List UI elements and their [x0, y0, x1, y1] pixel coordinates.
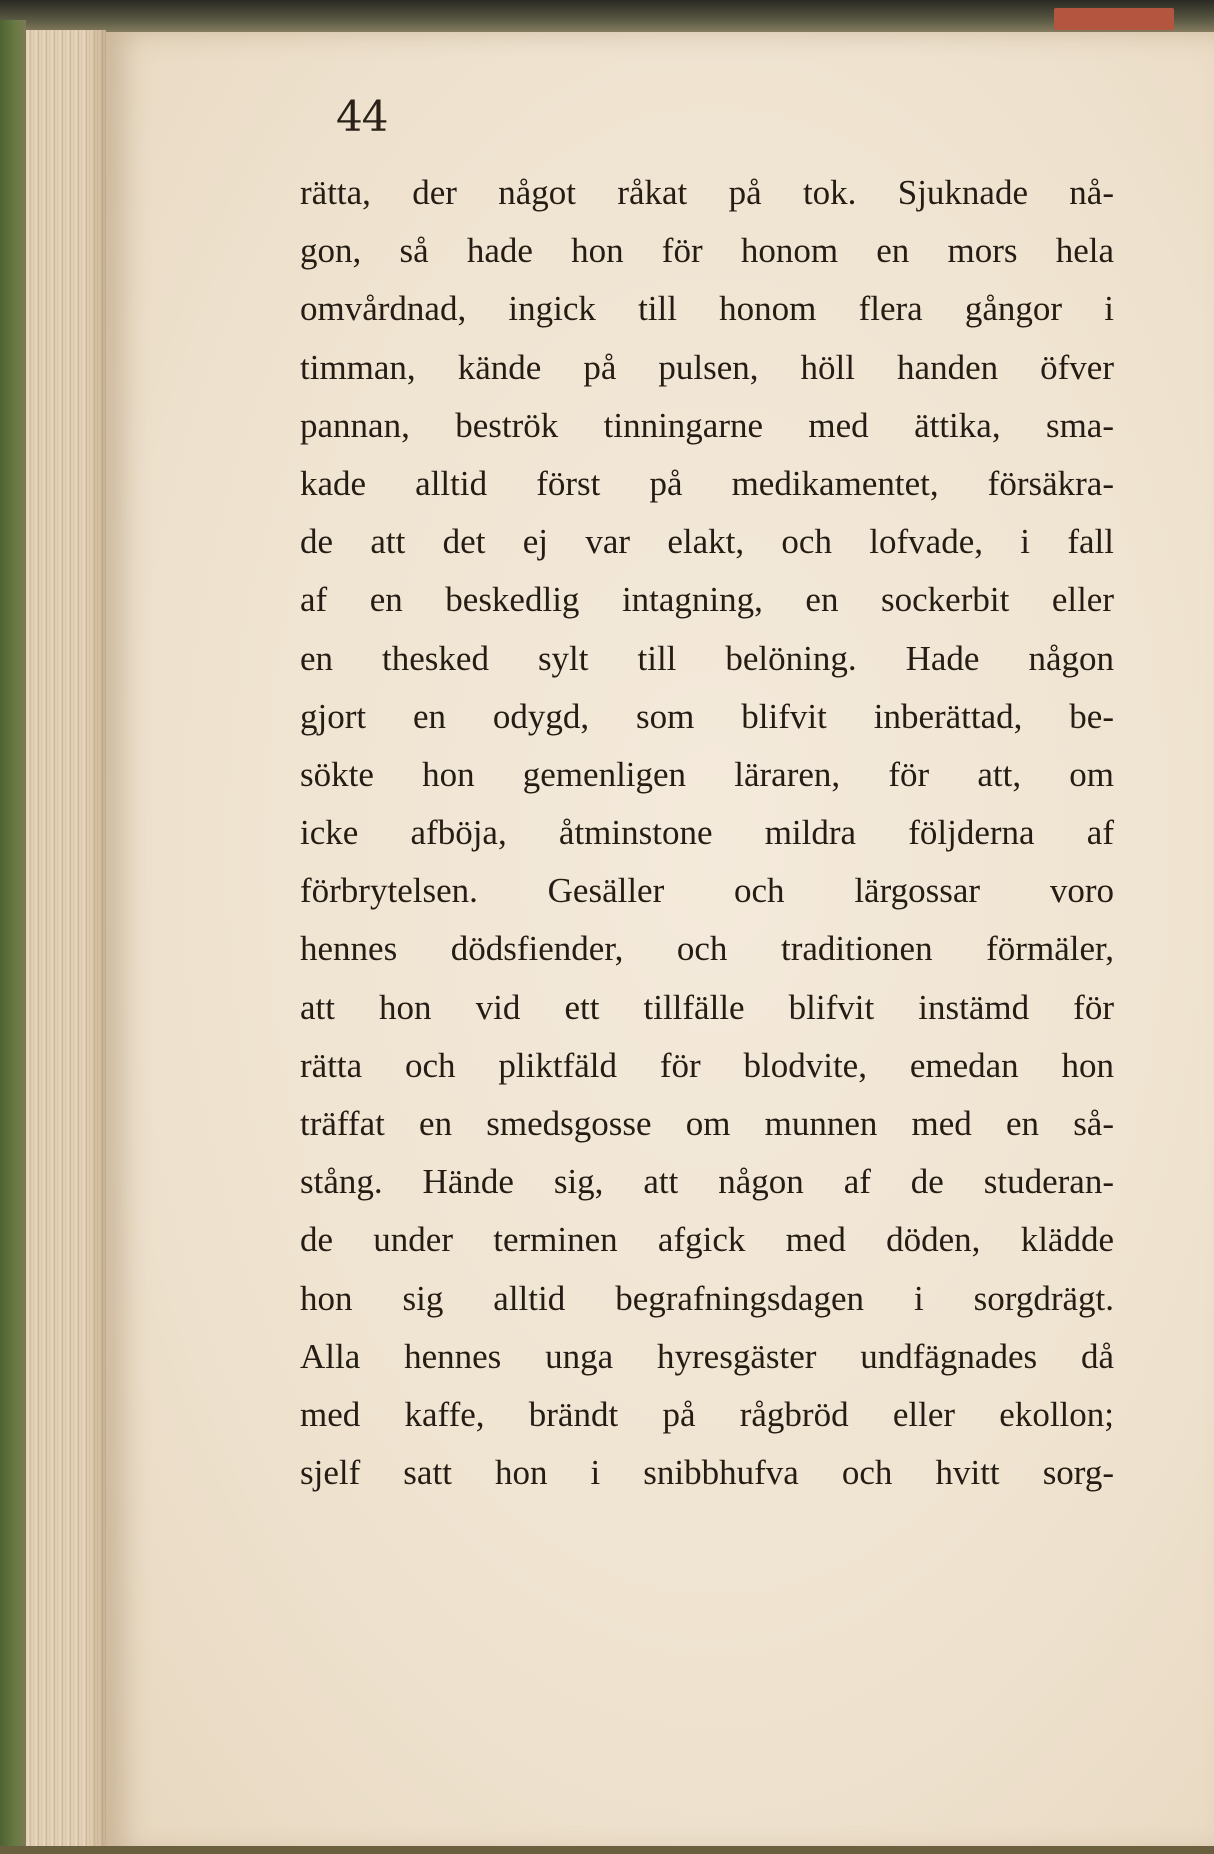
- text-line: en thesked sylt till belöning. Hade någon: [300, 638, 1114, 678]
- gutter-shade: [86, 30, 106, 1854]
- text-line: de att det ej var elakt, och lofvade, i fall: [300, 522, 1114, 562]
- book-cover-edge: [0, 20, 26, 1854]
- text-line: rätta och pliktfäld för blodvite, emedan hon: [300, 1045, 1114, 1085]
- text-line: hennes dödsfiender, och traditionen förmäler,: [300, 929, 1114, 969]
- bottom-edge: [0, 1846, 1214, 1854]
- text-line: de under terminen afgick med döden, klädde: [300, 1220, 1114, 1260]
- text-line: pannan, beströk tinningarne med ättika, sma-: [300, 405, 1114, 445]
- text-line: gjort en odygd, som blifvit inberättad, be-: [300, 696, 1114, 736]
- text-line: omvårdnad, ingick till honom flera gångor i: [300, 289, 1114, 329]
- text-line: icke afböja, åtminstone mildra följderna af: [300, 813, 1114, 853]
- text-line: Alla hennes unga hyresgäster undfägnades då: [300, 1336, 1114, 1376]
- text-line: med kaffe, brändt på rågbröd eller ekollon;: [300, 1394, 1114, 1434]
- bookmark-tab: [1054, 8, 1174, 30]
- body-text: [300, 164, 1114, 1502]
- text-line: förbrytelsen. Gesäller och lärgossar voro: [300, 871, 1114, 911]
- page-number: 44: [336, 92, 388, 141]
- text-line: timman, kände på pulsen, höll handen öfver: [300, 347, 1114, 387]
- top-edge: [0, 0, 1214, 34]
- page-stack: [26, 30, 106, 1854]
- text-line: rätta, der något råkat på tok. Sjuknade nå-: [300, 173, 1114, 212]
- text-line: kade alltid först på medikamentet, försäkra-: [300, 463, 1114, 503]
- text-line: träffat en smedsgosse om munnen med en så-: [300, 1104, 1114, 1143]
- text-line: stång. Hände sig, att någon af de studeran-: [300, 1162, 1114, 1202]
- text-line: att hon vid ett tillfälle blifvit instämd för: [300, 987, 1114, 1027]
- text-line: hon sig alltid begrafningsdagen i sorgdrägt.: [300, 1278, 1114, 1318]
- text-line: sjelf satt hon i snibbhufva och hvitt sorg-: [300, 1453, 1114, 1493]
- text-line: af en beskedlig intagning, en sockerbit eller: [300, 580, 1114, 620]
- text-line: sökte hon gemenligen läraren, för att, om: [300, 754, 1114, 794]
- text-line: gon, så hade hon för honom en mors hela: [300, 231, 1114, 271]
